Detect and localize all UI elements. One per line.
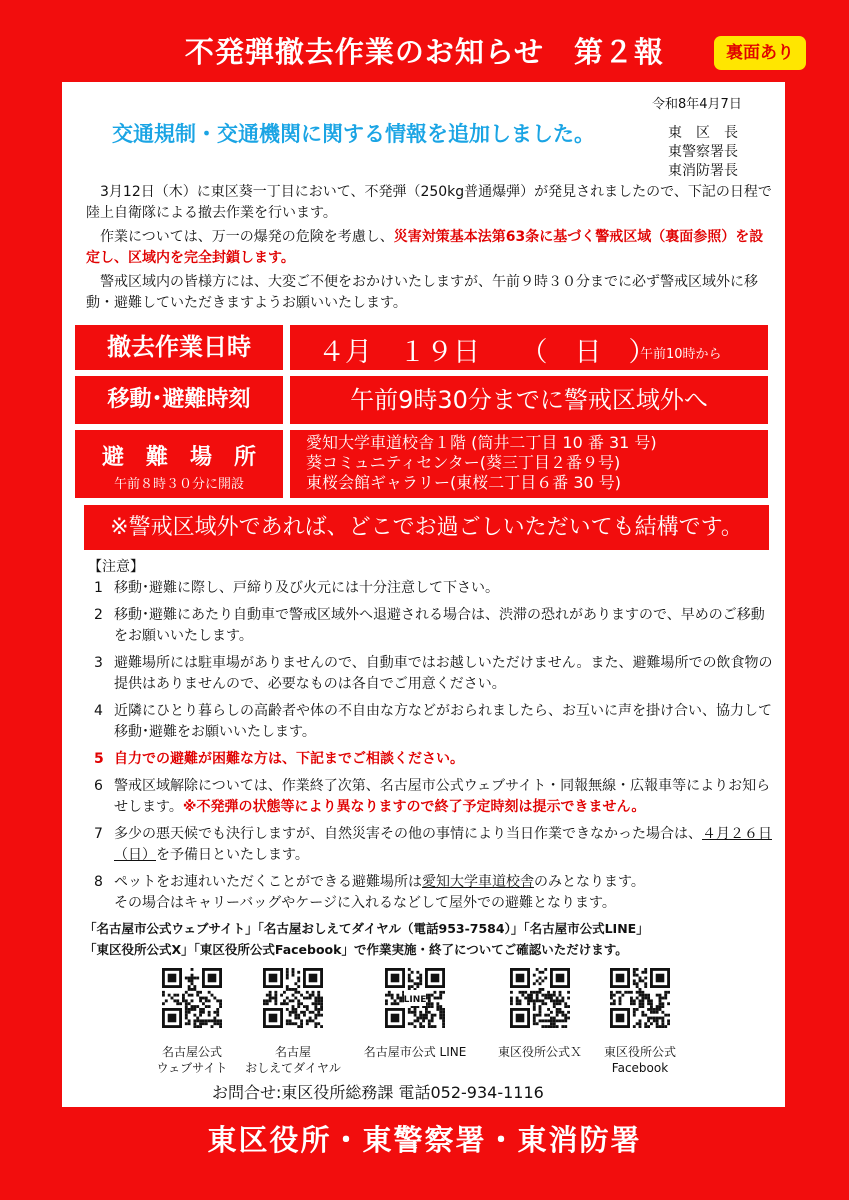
note-item: 6 警戒区域解除については、作業終了次第、名古屋市公式ウェブサイト・同報無線・広報車等によりお知らせします。※不発弾の状態等により異なりますので終了予定時刻は提示できません。 [94, 778, 771, 815]
qr-label: 名古屋市公式 LINE [363, 1045, 467, 1059]
qr-code-x[interactable] [510, 968, 570, 1028]
info-channels-line-1: 「名古屋市公式ウェブサイト」「名古屋おしえてダイヤル（電話953-7584）」「名古屋市公式LINE」 [84, 921, 649, 936]
work-start-time: 午前10時から [640, 347, 722, 362]
issue-date: 令和8年4月7日 [652, 97, 742, 112]
note-item-consult: 5 自力での避難が困難な方は、下記までご相談ください。 [94, 751, 464, 767]
line-logo-text: LINE [403, 995, 427, 1005]
qr-label: 東区役所公式 Facebook [603, 1045, 676, 1075]
intro-paragraph-2 [86, 227, 776, 269]
move-time-value-cell [290, 376, 768, 424]
qr-label: 名古屋 おしえてダイヤル [245, 1045, 341, 1075]
backup-date: ４月２６日（日） [114, 826, 772, 863]
intro-paragraph-1: 3月12日（木）に東区葵一丁目において、不発弾（250kg普通爆弾）が発見されましたので、下記の日程で陸上自衛隊による撤去作業を行います。 [86, 184, 772, 221]
move-time-label: 移動･避難時刻 [107, 387, 251, 412]
qr-code-oshiete-dial[interactable] [263, 968, 323, 1028]
work-date-label: 撤去作業日時 [107, 333, 251, 361]
note-item: 1 移動･避難に際し、戸締り及び火元には十分注意して下さい。 [94, 580, 499, 596]
issuer-police-chief: 東警察署長 [668, 144, 738, 160]
outside-zone-banner: ※警戒区域外であれば、どこでお過ごしいただいても結構です。 [84, 505, 769, 550]
shelter-item: 東桜会館ギャラリー(東桜二丁目６番 30 号) [306, 473, 622, 492]
shelter-label: 避 難 場 所 [101, 445, 256, 470]
contact-info: お問合せ:東区役所総務課 電話052-934-1116 [212, 1083, 544, 1102]
reverse-side-badge: 裏面あり [714, 36, 806, 70]
intro-p2-warning: 災害対策基本法第63条に基づく警戒区域（裏面参照）を設定し、区域内を完全封鎖します。 [86, 229, 764, 266]
shelter-item: 愛知大学車道校舎１階 (筒井二丁目 10 番 31 号) [306, 433, 657, 452]
shelter-open-time: 午前８時３０分に開設 [113, 477, 244, 492]
issuer-ward-head: 東 区 長 [668, 125, 738, 141]
note-item: 7 多少の悪天候でも決行しますが、自然災害その他の事情により当日作業できなかった場合は、４月２６日（日）を予備日といたします。 [94, 826, 772, 863]
note-item: 8 ペットをお連れいただくことができる避難場所は愛知大学車道校舎のみとなります。 その場合はキャリーバッグやケージに入れるなどして屋外での避難となります。 [94, 874, 645, 911]
shelter-list [290, 430, 768, 493]
shelter-item: 葵コミュニティセンター(葵三丁目２番９号) [306, 453, 621, 472]
notes-heading: 【注意】 [88, 559, 144, 575]
note-item: 3 避難場所には駐車場がありませんので、自動車ではお越しいただけません。また、避難場所での飲食物の提供はありませんので、必要なものは各自でご用意ください。 [94, 655, 773, 692]
issuer-fire-chief: 東消防署長 [668, 163, 738, 179]
qr-code-city-website[interactable] [162, 968, 222, 1028]
work-date-value: ４月 １９日 （ 日 ） [318, 337, 656, 368]
shelter-label-cell [75, 430, 283, 498]
page-title: 不発弾撤去作業のお知らせ 第２報 [184, 35, 665, 69]
info-channels-line-2: 「東区役所公式X」「東区役所公式Facebook」で作業実施・終了についてご確認いただけます。 [84, 942, 628, 957]
notes-list [94, 578, 774, 920]
shelter-list-cell [290, 430, 768, 498]
note-warning: ※不発弾の状態等により異なりますので終了予定時刻は提示できません。 [182, 799, 646, 815]
note-item: 4 近隣にひとり暮らしの高齢者や体の不自由な方などがおられましたら、お互いに声を掛け合い、協力して移動･避難をお願いいたします。 [94, 703, 772, 740]
qr-label: 東区役所公式Ｘ [497, 1045, 582, 1059]
info-channels [84, 918, 784, 960]
issuer-list [668, 124, 738, 181]
qr-label: 名古屋公式 ウェブサイト [156, 1045, 228, 1075]
pet-shelter: 愛知大学車道校舎 [422, 874, 534, 890]
qr-code-facebook[interactable] [610, 968, 670, 1028]
footer-organizations: 東区役所・東警察署・東消防署 [207, 1123, 642, 1157]
intro-paragraph-3: 警戒区域内の皆様方には、大変ご不便をおかけいたしますが、午前９時３０分までに必ず警戒区域外に移動・避難していただきますようお願いいたします。 [86, 274, 758, 311]
work-date-label-cell [75, 325, 283, 370]
work-date-value-cell [290, 325, 768, 370]
intro-p2-text: 作業については、万一の爆発の危険を考慮し、 [100, 229, 394, 245]
note-item: 2 移動･避難にあたり自動車で警戒区域外へ退避される場合は、渋滞の恐れがありますので、早めのご移動をお願いいたします。 [94, 607, 765, 644]
update-headline: 交通規制・交通機関に関する情報を追加しました。 [112, 122, 595, 146]
qr-code-line[interactable] [385, 968, 445, 1028]
move-time-label-cell [75, 376, 283, 424]
move-time-value: 午前9時30分までに警戒区域外へ [350, 386, 708, 414]
